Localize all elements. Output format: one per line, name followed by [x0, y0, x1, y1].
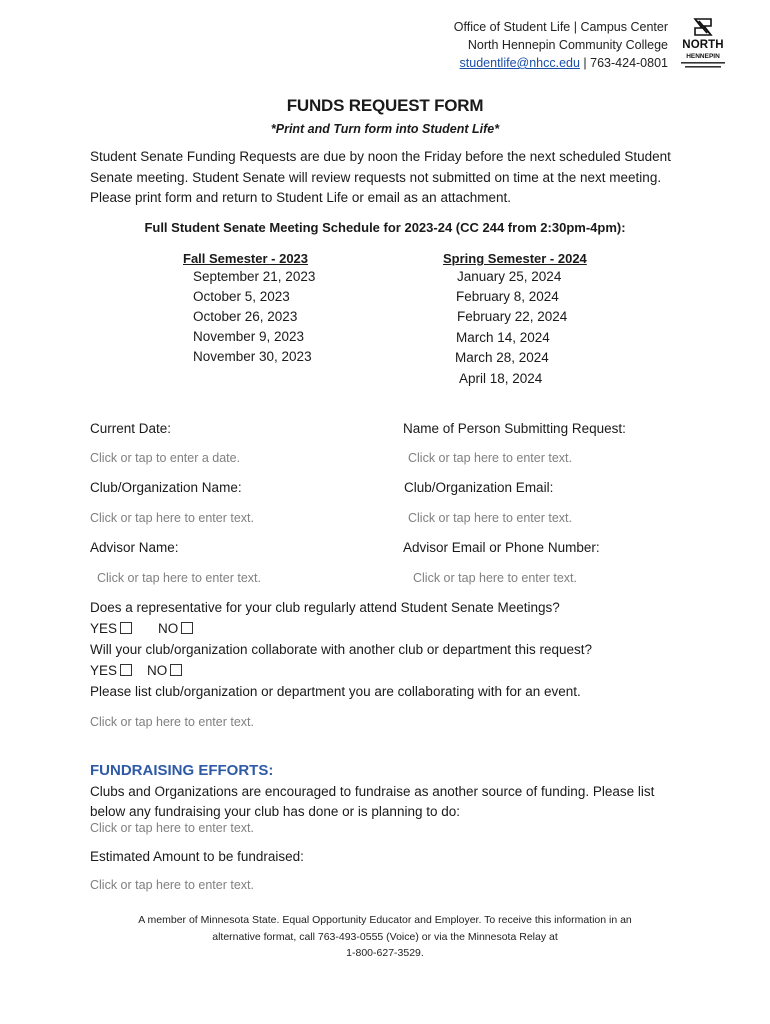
yes-label: YES [90, 621, 118, 636]
phone-text: | 763-424-0801 [579, 56, 668, 70]
office-header [454, 18, 668, 72]
club-email-field[interactable]: Click or tap here to enter text. [408, 511, 572, 525]
submitter-label: Name of Person Submitting Request: [403, 421, 626, 436]
spring-date: February 8, 2024 [456, 289, 559, 304]
footer-line: 1-800-627-3529. [346, 947, 424, 959]
fundraised-amount-field[interactable]: Click or tap here to enter text. [90, 878, 254, 892]
college-line: North Hennepin Community College [467, 38, 668, 52]
club-name-label: Club/Organization Name: [90, 480, 242, 495]
no-label: NO [147, 663, 168, 678]
email-link[interactable]: studentlife@nhcc.edu [459, 56, 580, 70]
senate-attendance-question: Does a representative for your club regularly attend Student Senate Meetings? [90, 600, 560, 615]
advisor-name-label: Advisor Name: [90, 540, 179, 555]
footer-line: alternative format, call 763-493-0555 (Voice) or via the Minnesota Relay at [212, 930, 558, 943]
spring-date: March 14, 2024 [456, 330, 550, 345]
schedule-title: Full Student Senate Meeting Schedule for 2023-24 (CC 244 from 2:30pm-4pm): [144, 220, 626, 235]
logo-subword: HENNEPIN [686, 53, 720, 60]
intro-paragraph: Student Senate Funding Requests are due by noon the Friday before the next scheduled Student Senate meeting. Student Senate will review requests not submitted on time at the next meeting. Please print form and return to Student Life or email as an attachment. [90, 149, 671, 205]
spring-semester-heading: Spring Semester - 2024 [443, 251, 587, 266]
club-email-label: Club/Organization Email: [404, 480, 554, 495]
fall-date: November 30, 2023 [193, 349, 312, 364]
advisor-name-field[interactable]: Click or tap here to enter text. [97, 571, 261, 585]
spring-date: February 22, 2024 [457, 309, 568, 324]
checkbox-icon[interactable] [120, 622, 132, 634]
collaborator-field[interactable]: Click or tap here to enter text. [90, 715, 254, 729]
current-date-field[interactable]: Click or tap to enter a date. [90, 451, 241, 465]
spring-date: March 28, 2024 [455, 350, 549, 365]
footer-line: A member of Minnesota State. Equal Opportunity Educator and Employer. To receive this information in an [138, 914, 632, 926]
fundraised-amount-label: Estimated Amount to be fundraised: [90, 849, 304, 864]
advisor-contact-label: Advisor Email or Phone Number: [403, 540, 600, 555]
checkbox-icon[interactable] [170, 664, 182, 676]
office-line: Office of Student Life | Campus Center [453, 20, 668, 34]
fundraising-field[interactable]: Click or tap here to enter text. [90, 821, 254, 835]
footer-notice [95, 912, 675, 962]
collaboration-no-option[interactable] [147, 663, 182, 678]
spring-date: April 18, 2024 [459, 371, 543, 386]
attendance-yes-option[interactable] [90, 621, 132, 636]
fall-date: October 5, 2023 [193, 289, 290, 304]
yes-label: YES [90, 663, 118, 678]
attendance-no-option[interactable] [158, 621, 193, 636]
collaboration-yes-option[interactable] [90, 663, 132, 678]
fall-date: November 9, 2023 [193, 329, 305, 344]
submitter-field[interactable]: Click or tap here to enter text. [408, 451, 572, 465]
logo-tagline-icon [679, 61, 727, 71]
contact-line [454, 54, 668, 72]
spring-date: January 25, 2024 [457, 269, 562, 284]
form-title: FUNDS REQUEST FORM [286, 96, 484, 115]
collaboration-question: Will your club/organization collaborate with another club or department this request? [90, 642, 593, 657]
fundraising-heading: FUNDRAISING EFFORTS: [90, 762, 274, 779]
fall-date: September 21, 2023 [193, 269, 316, 284]
collaborator-question: Please list club/organization or department you are collaborating with for an event. [90, 684, 581, 699]
no-label: NO [158, 621, 179, 636]
club-name-field[interactable]: Click or tap here to enter text. [90, 511, 254, 525]
fundraising-paragraph: Clubs and Organizations are encouraged to fundraise as another source of funding. Please list below any fundraising your club has done or is planning to do: [90, 784, 655, 819]
current-date-label: Current Date: [90, 421, 172, 436]
fall-date: October 26, 2023 [193, 309, 298, 324]
logo-wordmark: NORTH [682, 39, 724, 51]
checkbox-icon[interactable] [120, 664, 132, 676]
advisor-contact-field[interactable]: Click or tap here to enter text. [413, 571, 577, 585]
checkbox-icon[interactable] [181, 622, 193, 634]
form-subtitle: *Print and Turn form into Student Life* [270, 122, 500, 136]
fall-semester-heading: Fall Semester - 2023 [183, 251, 309, 266]
